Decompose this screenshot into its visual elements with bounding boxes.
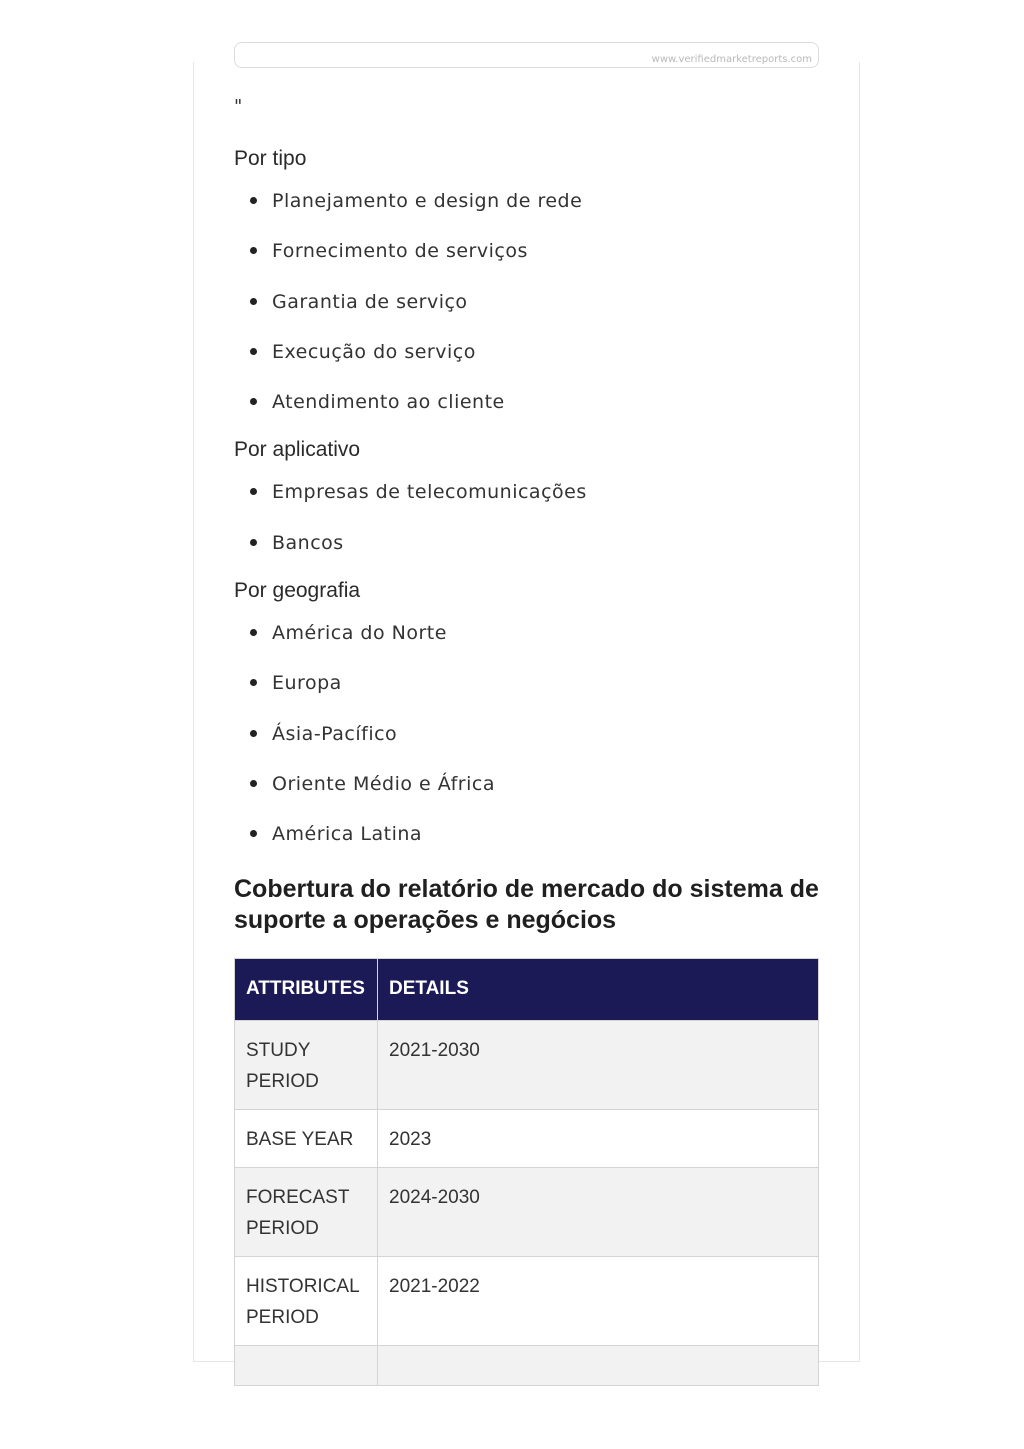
table-header-row [235, 958, 819, 1020]
image-watermark: www.verifiedmarketreports.com [651, 54, 812, 65]
list-item: América do Norte [234, 608, 819, 658]
by-application-list [234, 467, 819, 568]
attribute-cell: HISTORICAL PERIOD [235, 1256, 378, 1345]
table-row [235, 1256, 819, 1345]
details-column-header: DETAILS [378, 958, 819, 1020]
report-coverage-table [234, 958, 819, 1386]
list-item: Atendimento ao cliente [234, 377, 819, 427]
article-page [193, 54, 860, 1362]
by-geography-heading: Por geografia [234, 579, 361, 603]
by-application-heading: Por aplicativo [234, 438, 361, 462]
by-type-list [234, 176, 819, 427]
report-coverage-title: Cobertura do relatório de mercado do sistema de suporte a operações e negócios [234, 874, 819, 934]
details-cell: 2024-2030 [378, 1167, 819, 1256]
list-item: Garantia de serviço [234, 277, 819, 327]
attribute-cell: FORECAST PERIOD [235, 1167, 378, 1256]
attribute-cell: STUDY PERIOD [235, 1020, 378, 1109]
attribute-cell [235, 1345, 378, 1385]
details-cell: 2023 [378, 1109, 819, 1167]
list-item: Planejamento e design de rede [234, 176, 819, 226]
table-row [235, 1109, 819, 1167]
by-type-heading: Por tipo [234, 147, 307, 170]
table-row-partial [235, 1345, 819, 1385]
list-item: Europa [234, 658, 819, 708]
by-geography-list [234, 608, 819, 859]
table-row [235, 1020, 819, 1109]
list-item: Empresas de telecomunicações [234, 467, 819, 517]
details-cell: 2021-2022 [378, 1256, 819, 1345]
list-item: Fornecimento de serviços [234, 226, 819, 276]
list-item: América Latina [234, 809, 819, 859]
list-item: Execução do serviço [234, 327, 819, 377]
attributes-column-header: ATTRIBUTES [235, 958, 378, 1020]
list-item: Ásia-Pacífico [234, 709, 819, 759]
table-row [235, 1167, 819, 1256]
attribute-cell: BASE YEAR [235, 1109, 378, 1167]
segmentation-content [234, 142, 819, 1386]
list-item: Bancos [234, 518, 819, 568]
details-cell [378, 1345, 819, 1385]
list-item: Oriente Médio e África [234, 759, 819, 809]
details-cell: 2021-2030 [378, 1020, 819, 1109]
stray-quote-text: " [234, 96, 243, 117]
report-image-frame [234, 42, 819, 68]
